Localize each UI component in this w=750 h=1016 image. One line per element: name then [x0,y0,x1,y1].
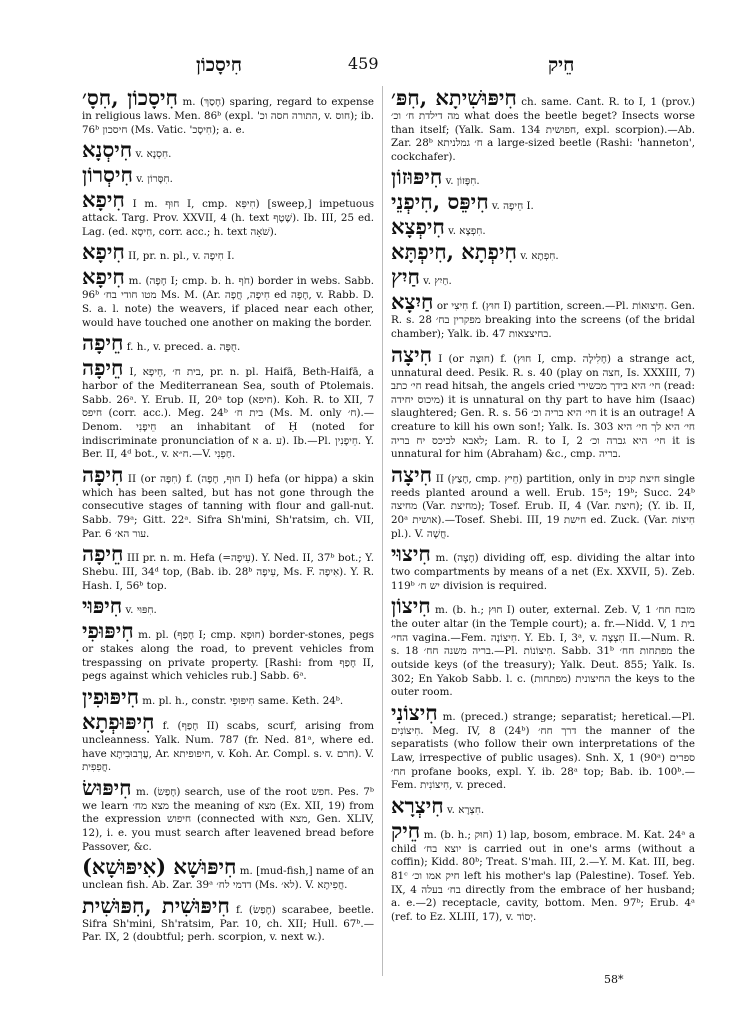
headword: חִיפּוּשִׁית ,חִפּוּשִׁית [82,892,230,918]
left-column [82,86,374,946]
headword: חִיפּוּי [82,593,123,619]
headword: חִיפְצָא [391,214,445,240]
headword: חַיִץ [391,264,420,290]
entry-definition: m. (חָצָה) dividing off, esp. dividing the altar into two compartments by means of a net (Ex. XXVII, 5). Zeb. 119ᵇ יש ח׳ division is required. [391,552,695,592]
dictionary-entry [82,188,374,239]
dictionary-entry [391,290,695,341]
dictionary-entry [391,165,695,189]
headword: חַיִצָא [391,289,434,315]
dictionary-entry [82,685,374,709]
entry-definition: v. חִסָּרוֹן. [136,173,173,186]
page-number: 459 [348,54,379,73]
dictionary-entry [391,343,695,462]
entry-definition: m. (b. h.; חוּק) 1) lap, bosom, embrace. M. Kat. 24ᵃ a child יוצא בח׳ is carried out in one's arms (without a coffin); Kidd. 80ᵇ; Treat. S'mah. III, 2.—Y. M. Kat. III, beg. 81ᶜ חיק אמו וכ׳ left his mother's lap (Palestine). Tosef. Yeb. IX, 4 בח׳ בעלה directly from the embrace of her husband; a. e.—2) receptacle, cavity, bottom. Men. 97ᵇ; Erub. 4ᵃ (ref. to Ez. XLIII, 17), v. יְסוֹד. [391,828,695,923]
dictionary-entry [82,710,374,775]
headword: חִיצוּי [391,541,431,567]
dictionary-entry [82,86,374,137]
dictionary-entry [82,776,374,854]
dictionary-entry [82,265,374,330]
headword: חֵיק [391,817,421,843]
entry-definition: v. חֵיפָה I. [491,200,534,213]
entry-definition: m. (חָפַשׂ) search, use of the root חפש. Pes. 7ᵇ we learn מצא מח׳ the meaning of מצא (Ex. XII, 19) from the expression חיפוש (connected with מצא, Gen. XLIV, 12), i. e. you must search after leavened bread before Passover, &c. [82,785,375,853]
dictionary-entry [391,594,695,700]
entry-definition: v. חִפְצָא. [448,225,486,238]
dictionary-entry [391,819,695,925]
headword: חִיפּוּפִי [82,618,134,644]
entry-definition: m. (חָפָה I; cmp. b. h. חֹף) border in webs. Sabb. 96ᵇ מטו חודי בח׳ Ms. M. (Ar. חִיפָה, חֲפָה ed חָפָה, v. Rabb. D. S. a. l. note) the weavers, if placed near each other, would have touched one another on making the border. [82,275,374,329]
entry-definition: v. חִפָּזוֹן. [445,175,480,188]
headword: חִיפְתָא ,חִיפְתָּא [391,239,517,265]
headword: חִיפָא [82,239,125,265]
headword: חִיפּוּשָׁא (אִיפּוּשָׁא) [82,854,237,880]
page-header [0,52,750,78]
headword: חִיצָה [391,461,433,487]
entry-definition: v. חִצְרָא. [447,803,485,816]
dictionary-entry [391,215,695,239]
entry-definition: f. (חָפַף II) scabs, scurf, arising from uncleanness. Yalk. Num. 787 (fr. Ned. 81ᵃ, where ed. have עֲרְבוּבִיתָא, Ar. חיפופיתא, v. Koh. Ar. Compl. s. v. חרם). V. חֲפִפִית. [82,720,374,774]
entry-definition: II (or חִפָּה) f. (חוּף, חָפָה I) hefa (or hippa) a skin which has been salted, but has not gone through the consecutive stages of tanning with flour and gall-nut. Sabb. 79ᵃ; Gitt. 22ᵃ. Sifra Sh'mini, Sh'ratsim, ch. VII, Par. 6 עור הא׳. [82,472,374,540]
dictionary-entry [391,86,695,164]
running-head-right: חֵיק [548,54,575,76]
dictionary-entry [82,240,374,264]
entry-definition: v. חִפְתָא. [520,250,559,263]
entry-definition: m. pl. (חָפַף I; cmp. חוּפָא) border-stones, pegs or stakes along the road, to prevent vehicles from trespassing on private property. [Rashi: from חָפַף II, pegs against which vehicles rub.] Sabb. 6ᵃ. [82,629,374,683]
headword: חִיצְרָא [391,792,444,818]
entry-definition: v. חַיִץ. [423,275,452,288]
entry-definition: m. (חָסַךְ) sparing, regard to expense in religious laws. Men. 86ᵇ (expl. 'התורה חסה וכ, v. חוס); ib. 76ᵇ חיסכון (Ms. Vatic. 'חִיסָכ); a. e. [82,96,375,136]
entry-definition: or חִיצִי f. (חוּץ I) partition, screen.—Pl. חִיצוּאוֹת. Gen. R. s. 28 מפקרין בח׳ breaking into the screens (of the bridal chamber); Yalk. ib. 47 בחיצצאות. [391,300,695,340]
dictionary-entry [82,619,374,684]
entry-definition: m. [mud-fish,] name of an unclean fish. Ab. Zar. 39ᵃ דדמי לח׳ (Ms. לא׳). V. חֲפִיתָא. [82,865,374,892]
dictionary-entry [82,542,374,593]
dictionary-entry [82,855,374,893]
headword: חִיסְרוֹן [82,162,133,188]
entry-definition: v. חִפּוּי. [125,604,157,617]
dictionary-entry [82,331,374,355]
headword: חִיצוֹן [391,593,431,619]
dictionary-entry [82,138,374,162]
headword: חֵיפָה [82,330,124,356]
entry-definition: ch. same. Cant. R. to I, 1 (prov.) מה דילדת ח׳ וכ׳ what does the beetle beget? Insects worse than itself; (Yalk. Sam. 134 חפושית, expl. scorpion).—Ab. Zar. 28ᵇ ח׳ גמלניתא a large-sized beetle (Rashi: 'hanneton', cockchafer). [391,96,696,163]
dictionary-entry [391,542,695,593]
entry-definition: I m. חוּף I, cmp. חִיפְּא) [sweep,] impetuous attack. Targ. Prov. XXVII, 4 (h. text שֶׁטֶף). Ib. III, 25 ed. Lag. (ed. חִיסָא, corr. acc.; h. text שֹׁאָה). [82,198,375,238]
right-column [391,86,695,925]
headword: חִיפָה [82,461,124,487]
dictionary-entry [82,463,374,541]
entry-definition: II (חָצַץ, cmp. חֵיץ) partition, only in חיצת קנים single reeds planted around a well. Erub. 15ᵃ; 19ᵇ; Succ. 24ᵇ מחיצה (Var. מחיצת); Tosef. Erub. II, 4 (Var. חיצת); (Y. ib. II, 20ᵃ אושית).—Tosef. Shebi. III, 19 חישת ed. Zuck. (Var. חִיצוֹת pl.). V. חֲשָׁה. [391,472,695,540]
headword: חִיצָה [391,341,433,367]
headword: חֵיפָה [82,355,124,381]
entry-definition: m. (b. h.; חוּץ I) outer, external. Zeb. V, 1 מזבח חח׳ the outer altar (in the Temple court); a. fr.—Nidd. V, 1 בית החי׳ vagina.—Fem. חִיצוֹנָה. Y. Eb. I, 3ᵃ, v. חִצְצָה II.—Num. R. s. 18 בריה משנה חח׳.—Pl. חִיצוֹנוֹת. Sabb. 31ᵇ מפתחות חח׳ the outside keys (of the treasury); Yalk. Deut. 855; Yalk. Is. 302; En Yakob Sabb. l. c. (מפתחות) החיצונית the keys to the outer room. [391,604,696,699]
headword: חֵיפָה [82,541,124,567]
entry-definition: m. (preced.) strange; separatist; heretical.—Pl. חִיצוֹנִים. Meg. IV, 8 (24ᵇ) דרך חח׳ the manner of the separatists (who follow their own interpretations of the Law, irrespective of public usages). Snh. X, 1 (90ᵃ) ספרים חח׳ profane books, expl. Y. ib. 28ᵃ top; Bab. ib. 100ᵇ.—Fem. חִיצוֹנִית, v. preced. [391,710,695,792]
dictionary-entry [82,894,374,945]
entry-definition: I (or חוּצָה) f. (חוּץ I, cmp. חָלִילָה) a strange act, unnatural deed. Pesik. R. s. 40 (play on חצה, Is. XXXIII, 7) חי׳ כתב read hitsah, the angels cried חי׳ היא בידך מכשירי (read: מיכוס יחידה) it is unnatural on thy part to have him (Isaac) slaughtered; Gen. R. s. 56 חי׳ היא בריה וכ׳ it is an outrage! A creature to kill his own son!; Yalk. Is. 303 חי׳ היא לך חי׳ היא לאבא לכיכס יח בריה; Lam. R. to I, 2 חי׳ היא גברה וכ׳ it is unnatural for him (Abraham) &c., cmp. בריה. [391,352,695,461]
headword: חִיפּוּפִין [82,684,140,710]
dictionary-entry [391,240,695,264]
dictionary-entry [391,265,695,289]
dictionary-entry [391,190,695,214]
dictionary-entry [82,356,374,462]
signature-mark: 58* [604,973,624,986]
running-head-left: חִיסָכוֹן [196,54,243,76]
entry-definition: III pr. n. m. Hefa (=עֵיפָה). Y. Ned. II, 37ᵇ bot.; Y. Shebu. III, 34ᵈ top, (Bab. ib. 28ᵇ עֵיפָה, Ms. F. אִיפָה). Y. R. Hash. I, 56ᵇ top. [82,552,374,592]
headword: חִיפּוּזוֹן [391,164,443,190]
dictionary-entry [82,163,374,187]
headword: חִיסָכוֹן ,חִסָ׳ [82,85,178,110]
entry-definition: f. h., v. preced. a. חֻפָּה. [126,341,241,354]
headword: חִיפֵּס ,חִיפְנֵי [391,189,489,215]
headword: חִיסְנָא [82,137,133,163]
entry-definition: f. (חָפַשׂ) scarabee, beetle. Sifra Sh'mini, Sh'ratsim, Par. 10, ch. XII; Hull. 67ᵇ.—Par. IX, 2 (doubtful; perh. scorpion, v. next w.). [82,903,374,944]
dictionary-entry [391,463,695,541]
dictionary-entry [391,701,695,793]
headword: חִיפּוּפְתָא [82,709,155,735]
column-divider [382,86,383,976]
headword: חִיפָא [82,264,125,290]
headword: חִיפּוּשִׁיתָא ,חִפּ׳ [391,85,517,110]
entry-definition: m. pl. h., constr. חִיפּוּפֵי same. Keth. 24ᵇ. [142,695,344,708]
headword: חִיפָא [82,187,125,213]
headword: חִיפּוּשׂ [82,774,132,800]
dictionary-entry [82,594,374,618]
entry-definition: II, pr. n. pl., v. חִיפָה I. [128,250,235,263]
headword: חִיצוֹנִי [391,699,438,725]
dictionary-entry [391,794,695,818]
entry-definition: v. חִסְנָא. [135,148,172,161]
entry-definition: I, בית ח׳ ,חֵיפָא, pr. n. pl. Haifā, Beth-Haifā, a harbor of the Mediterranean Sea, south of Ptolemais. Sabb. 26ᵃ. Y. Erub. II, 20ᵃ top (חיפא). Koh. R. to XII, 7 חיפס (corr. acc.). Meg. 24ᵇ בית ח׳ (Ms. M. only ח׳).—Denom. חֵיפָנִי an inhabitant of Ḥ (noted for indiscriminate pronunciation of א a. ע). Ib.—Pl. חֵיפָנִין. Y. Ber. II, 4ᵈ bot., v. ח״א.—V. חַפְנִי. [82,366,375,461]
